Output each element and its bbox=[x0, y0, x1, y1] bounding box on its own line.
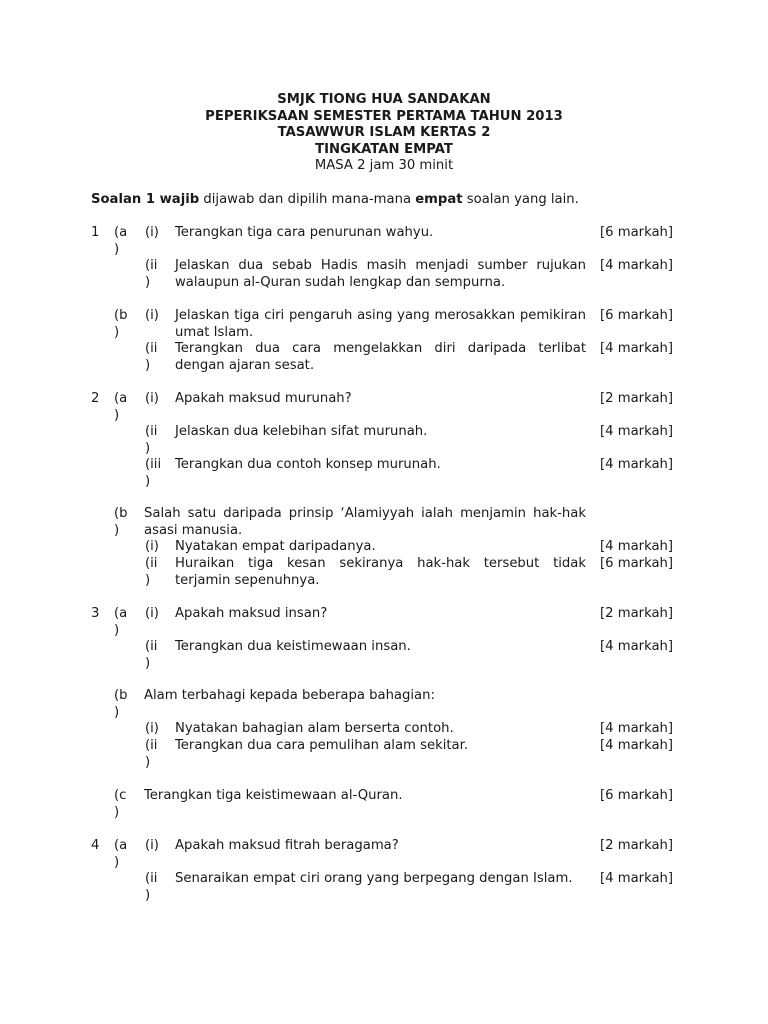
question-text: Alam terbahagi kepada beberapa bahagian: bbox=[144, 688, 435, 703]
question-subpart: (ii ) bbox=[145, 424, 158, 456]
question-marks: [2 markah] bbox=[600, 606, 674, 621]
question-marks: [6 markah] bbox=[600, 788, 674, 803]
question-text: Senaraikan empat ciri orang yang berpegang dengan Islam. bbox=[175, 871, 573, 886]
question-part: (c ) bbox=[114, 788, 127, 820]
question-text: Apakah maksud insan? bbox=[175, 606, 328, 621]
question-part: (b ) bbox=[114, 506, 128, 538]
question-text: Terangkan dua cara pemulihan alam sekitar. bbox=[175, 738, 469, 753]
question-number: 1 bbox=[91, 225, 100, 240]
question-marks: [4 markah] bbox=[600, 457, 674, 472]
instruction-compulsory: Soalan 1 wajib bbox=[91, 192, 200, 207]
question-subpart: (i) bbox=[145, 721, 159, 736]
question-subpart: (i) bbox=[145, 391, 159, 406]
question-subpart: (i) bbox=[145, 308, 159, 323]
question-marks: [4 markah] bbox=[600, 539, 674, 554]
question-subpart: (ii ) bbox=[145, 639, 158, 671]
question-marks: [4 markah] bbox=[600, 639, 674, 654]
question-marks: [4 markah] bbox=[600, 721, 674, 736]
question-text: Nyatakan empat daripadanya. bbox=[175, 539, 376, 554]
question-marks: [6 markah] bbox=[600, 308, 674, 323]
exam-duration: MASA 2 jam 30 minit bbox=[314, 158, 454, 174]
question-marks: [6 markah] bbox=[600, 556, 674, 571]
question-subpart: (ii ) bbox=[145, 341, 158, 373]
question-part: (b ) bbox=[114, 688, 128, 720]
question-marks: [4 markah] bbox=[600, 258, 674, 273]
question-part: (a ) bbox=[114, 838, 128, 870]
question-text: Huraikan tiga kesan sekiranya hak-hak tersebut tidak terjamin sepenuhnya. bbox=[175, 556, 586, 588]
question-subpart: (ii ) bbox=[145, 556, 158, 588]
question-marks: [4 markah] bbox=[600, 738, 674, 753]
subject-title: TASAWWUR ISLAM KERTAS 2 bbox=[277, 125, 491, 141]
instruction-tail: soalan yang lain. bbox=[462, 192, 579, 207]
exam-title: PEPERIKSAAN SEMESTER PERTAMA TAHUN 2013 bbox=[205, 108, 563, 124]
question-text: Terangkan dua contoh konsep murunah. bbox=[175, 457, 441, 472]
question-text: Terangkan dua cara mengelakkan diri daripada terlibat dengan ajaran sesat. bbox=[175, 341, 586, 373]
question-subpart: (i) bbox=[145, 606, 159, 621]
question-text: Terangkan tiga keistimewaan al-Quran. bbox=[144, 788, 403, 803]
exam-header bbox=[0, 92, 768, 175]
question-number: 2 bbox=[91, 391, 100, 406]
question-number: 4 bbox=[91, 838, 100, 853]
question-subpart: (i) bbox=[145, 225, 159, 240]
question-marks: [6 markah] bbox=[600, 225, 674, 240]
question-marks: [2 markah] bbox=[600, 391, 674, 406]
question-marks: [4 markah] bbox=[600, 424, 674, 439]
question-subpart: (i) bbox=[145, 838, 159, 853]
question-text: Salah satu daripada prinsip ‘Alamiyyah ialah menjamin hak-hak asasi manusia. bbox=[144, 506, 586, 538]
question-number: 3 bbox=[91, 606, 100, 621]
instruction bbox=[91, 192, 579, 209]
question-part: (a ) bbox=[114, 225, 128, 257]
question-subpart: (ii ) bbox=[145, 738, 158, 770]
question-text: Apakah maksud murunah? bbox=[175, 391, 352, 406]
question-marks: [4 markah] bbox=[600, 341, 674, 356]
question-text: Apakah maksud fitrah beragama? bbox=[175, 838, 399, 853]
question-text: Jelaskan dua sebab Hadis masih menjadi sumber rujukan walaupun al-Quran sudah lengkap dan sempurna. bbox=[175, 258, 586, 290]
question-text: Terangkan tiga cara penurunan wahyu. bbox=[175, 225, 434, 240]
question-part: (a ) bbox=[114, 606, 128, 638]
question-subpart: (iii ) bbox=[145, 457, 162, 489]
question-part: (b ) bbox=[114, 308, 128, 340]
question-marks: [2 markah] bbox=[600, 838, 674, 853]
instruction-count: empat bbox=[415, 192, 463, 207]
question-subpart: (i) bbox=[145, 539, 159, 554]
question-part: (a ) bbox=[114, 391, 128, 423]
question-subpart: (ii ) bbox=[145, 871, 158, 903]
question-text: Jelaskan tiga ciri pengaruh asing yang merosakkan pemikiran umat Islam. bbox=[175, 308, 586, 340]
question-text: Jelaskan dua kelebihan sifat murunah. bbox=[175, 424, 428, 439]
instruction-text: dijawab dan dipilih mana-mana bbox=[199, 192, 416, 207]
question-text: Nyatakan bahagian alam berserta contoh. bbox=[175, 721, 454, 736]
school-name: SMJK TIONG HUA SANDAKAN bbox=[277, 92, 491, 107]
question-text: Terangkan dua keistimewaan insan. bbox=[175, 639, 411, 654]
question-subpart: (ii ) bbox=[145, 258, 158, 290]
form-title: TINGKATAN EMPAT bbox=[315, 141, 453, 157]
question-marks: [4 markah] bbox=[600, 871, 674, 886]
